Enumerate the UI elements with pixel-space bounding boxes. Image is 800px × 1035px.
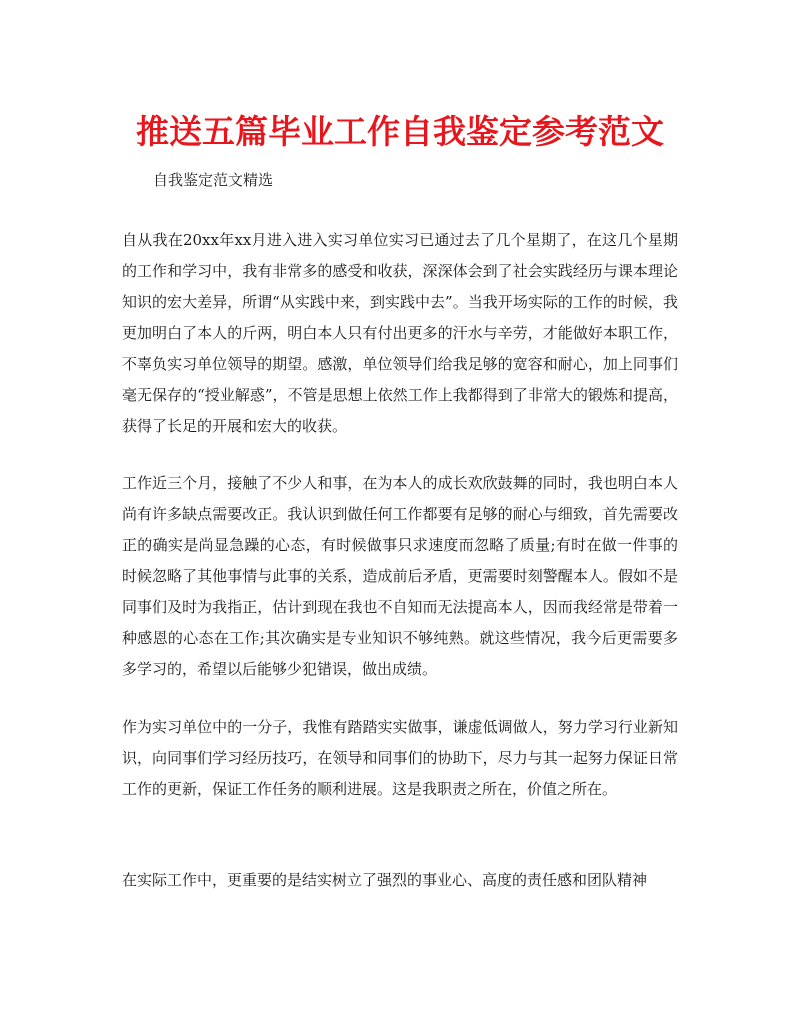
page-subtitle: 自我鉴定范文精选 [153,171,274,189]
page-title: 推送五篇毕业工作自我鉴定参考范文 [136,112,664,151]
paragraph-3: 作为实习单位中的一分子，我惟有踏踏实实做事，谦虚低调做人，努力学习行业新知识，向同事们学习经历技巧，在领导和同事们的协助下，尽力与其一起努力保证日常工作的更新，保证工作任务的顺利进展。这是我职责之所在，价值之所在。 [122,718,678,798]
paragraph-4: 在实际工作中，更重要的是结实树立了强烈的事业心、高度的责任感和团队精神 [122,871,648,889]
paragraph-2: 工作近三个月，接触了不少人和事，在为本人的成长欢欣鼓舞的同时，我也明白本人尚有许多缺点需要改正。我认识到做任何工作都要有足够的耐心与细致，首先需要改正的确实是尚显急躁的心态，有时候做事只求速度而忽略了质量;有时在做一件事的时候忽略了其他事情与此事的关系，造成前后矛盾，更需要时刻警醒本人。假如不是同事们及时为我指正，估计到现在我也不自知而无法提高本人，因而我经常是带着一种感恩的心态在工作;其次确实是专业知识不够纯熟。就这些情况，我今后更需要多多学习的，希望以后能够少犯错误，做出成绩。 [122,474,678,678]
paragraph-1: 自从我在20xx年xx月进入进入实习单位实习已通过去了几个星期了，在这几个星期的工作和学习中，我有非常多的感受和收获，深深体会到了社会实践经历与课本理论知识的宏大差异，所谓“从实践中来，到实践中去”。当我开场实际的工作的时候，我更加明白了本人的斤两，明白本人只有付出更多的汗水与辛劳，才能做好本职工作，不辜负实习单位领导的期望。感激，单位领导们给我足够的宽容和耐心，加上同事们毫无保存的“授业解惑”，不管是思想上依然工作上我都得到了非常大的锻炼和提高，获得了长足的开展和宏大的收获。 [122,231,678,435]
